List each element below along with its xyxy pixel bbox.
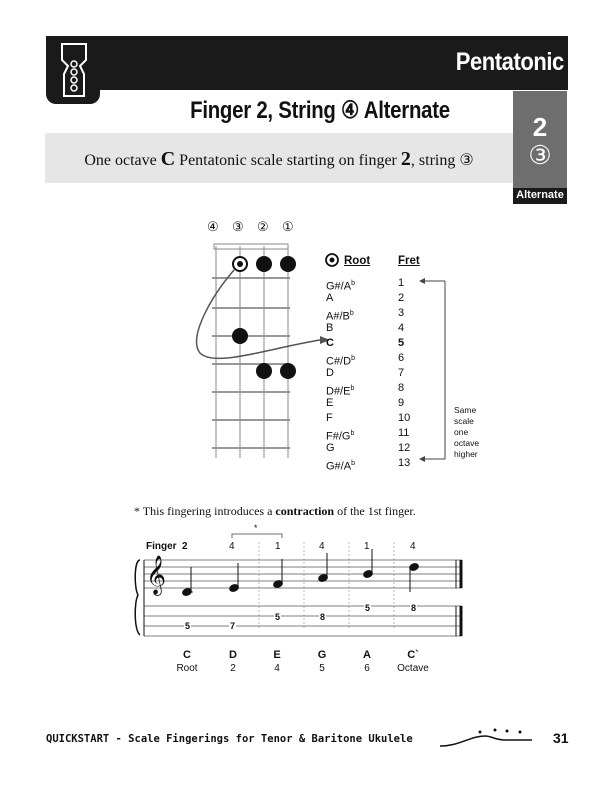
scale-degree: 6 (364, 663, 370, 674)
string-labels (207, 219, 307, 233)
note-name: G (317, 649, 327, 661)
string-label-1: ① (282, 219, 294, 234)
table-fret: 1 (398, 277, 405, 289)
tab-number: 8 (411, 603, 417, 613)
tab-number: 7 (230, 621, 236, 631)
table-fret: 13 (398, 457, 411, 469)
ukulele-headstock-icon (56, 40, 94, 102)
notes (182, 549, 420, 597)
side-tab-number: 2 (532, 112, 548, 142)
section-title: Pentatonic (455, 48, 564, 76)
table-row: G (326, 442, 335, 454)
tab-number: 5 (185, 621, 191, 631)
scale-degree: 5 (319, 663, 325, 674)
music-notation (132, 530, 472, 640)
table-row: $C\#/D^b$ (326, 355, 355, 368)
note-name: A (363, 649, 371, 661)
table-row: $G\#/A^b$ (326, 460, 355, 473)
table-row: B (326, 322, 334, 334)
footer-text: QUICKSTART - Scale Fingerings for Tenor & Baritone Ukulele (46, 733, 413, 745)
page-title: Finger 2, String ④ Alternate (190, 97, 450, 124)
table-fret: 7 (398, 367, 405, 379)
finger-number: 4 (410, 541, 416, 552)
root-symbol-icon (325, 253, 339, 267)
footnote: * This fingering introduces a contraction of the 1st finger. (134, 504, 416, 518)
string-label-3: ③ (232, 219, 244, 234)
root-header: Root (344, 255, 371, 267)
note-name: C (183, 649, 191, 661)
note-name: D (229, 649, 237, 661)
table-row: $D\#/E^b$ (326, 385, 355, 398)
ukulele-footer-icon (440, 722, 540, 750)
table-row: F (326, 412, 333, 424)
side-tab-string: ③ (528, 140, 552, 170)
finger-number: 4 (229, 541, 235, 552)
string-label-4: ④ (207, 219, 219, 234)
table-fret: 4 (398, 322, 405, 334)
subtitle: One octave C Pentatonic scale starting on finger 2, string ③ (84, 148, 474, 170)
scale-degree: 2 (230, 663, 236, 674)
octave-bracket-arrow (415, 276, 455, 466)
table-fret: 3 (398, 307, 405, 319)
string-label-2: ② (257, 219, 269, 234)
nut (214, 244, 288, 249)
table-row: E (326, 397, 334, 409)
tab-number: 8 (320, 612, 326, 622)
dot-string3-fret4 (232, 328, 248, 344)
table-row-root: C (326, 337, 334, 349)
table-fret: 10 (398, 412, 411, 424)
table-fret: 2 (398, 292, 405, 304)
table-fret: 6 (398, 352, 405, 364)
table-row: $F\#/G^b$ (326, 430, 355, 443)
side-tab-label: Alternate (516, 189, 564, 201)
table-fret: 12 (398, 442, 411, 454)
dot-string1-fret5 (280, 363, 296, 379)
table-fret: 9 (398, 397, 405, 409)
finger-number: 1 (364, 541, 370, 552)
table-row: $G\#/A^b$ (326, 280, 355, 293)
dot-string2-fret5 (256, 363, 272, 379)
finger-number: 4 (319, 541, 325, 552)
page-number: 31 (553, 730, 569, 746)
finger-label: Finger (146, 541, 177, 552)
table-row: $A\#/B^b$ (326, 310, 354, 323)
scale-degree: Octave (397, 663, 429, 674)
position-shift-arrow (197, 270, 320, 358)
scale-degree: 4 (274, 663, 280, 674)
tab-number: 5 (365, 603, 371, 613)
note-name: C` (407, 649, 419, 661)
note-name: E (273, 649, 281, 661)
treble-clef-icon: 𝄞 (146, 555, 167, 595)
frets (212, 278, 290, 448)
tab-number: 5 (275, 612, 281, 622)
table-fret: 11 (398, 427, 410, 439)
root-dot-center (237, 261, 243, 267)
octave-note: Same scale one octave higher (454, 405, 480, 459)
finger-number: 2 (182, 541, 188, 552)
dot-string1-fret1 (280, 256, 296, 272)
fret-header: Fret (398, 255, 420, 267)
table-fret-root: 5 (398, 337, 405, 349)
table-row: A (326, 292, 334, 304)
table-fret: 8 (398, 382, 405, 394)
contraction-asterisk: * (254, 523, 258, 533)
dot-string2-fret1 (256, 256, 272, 272)
scale-degree: Root (176, 663, 198, 674)
finger-number: 1 (275, 541, 281, 552)
table-row: D (326, 367, 334, 379)
